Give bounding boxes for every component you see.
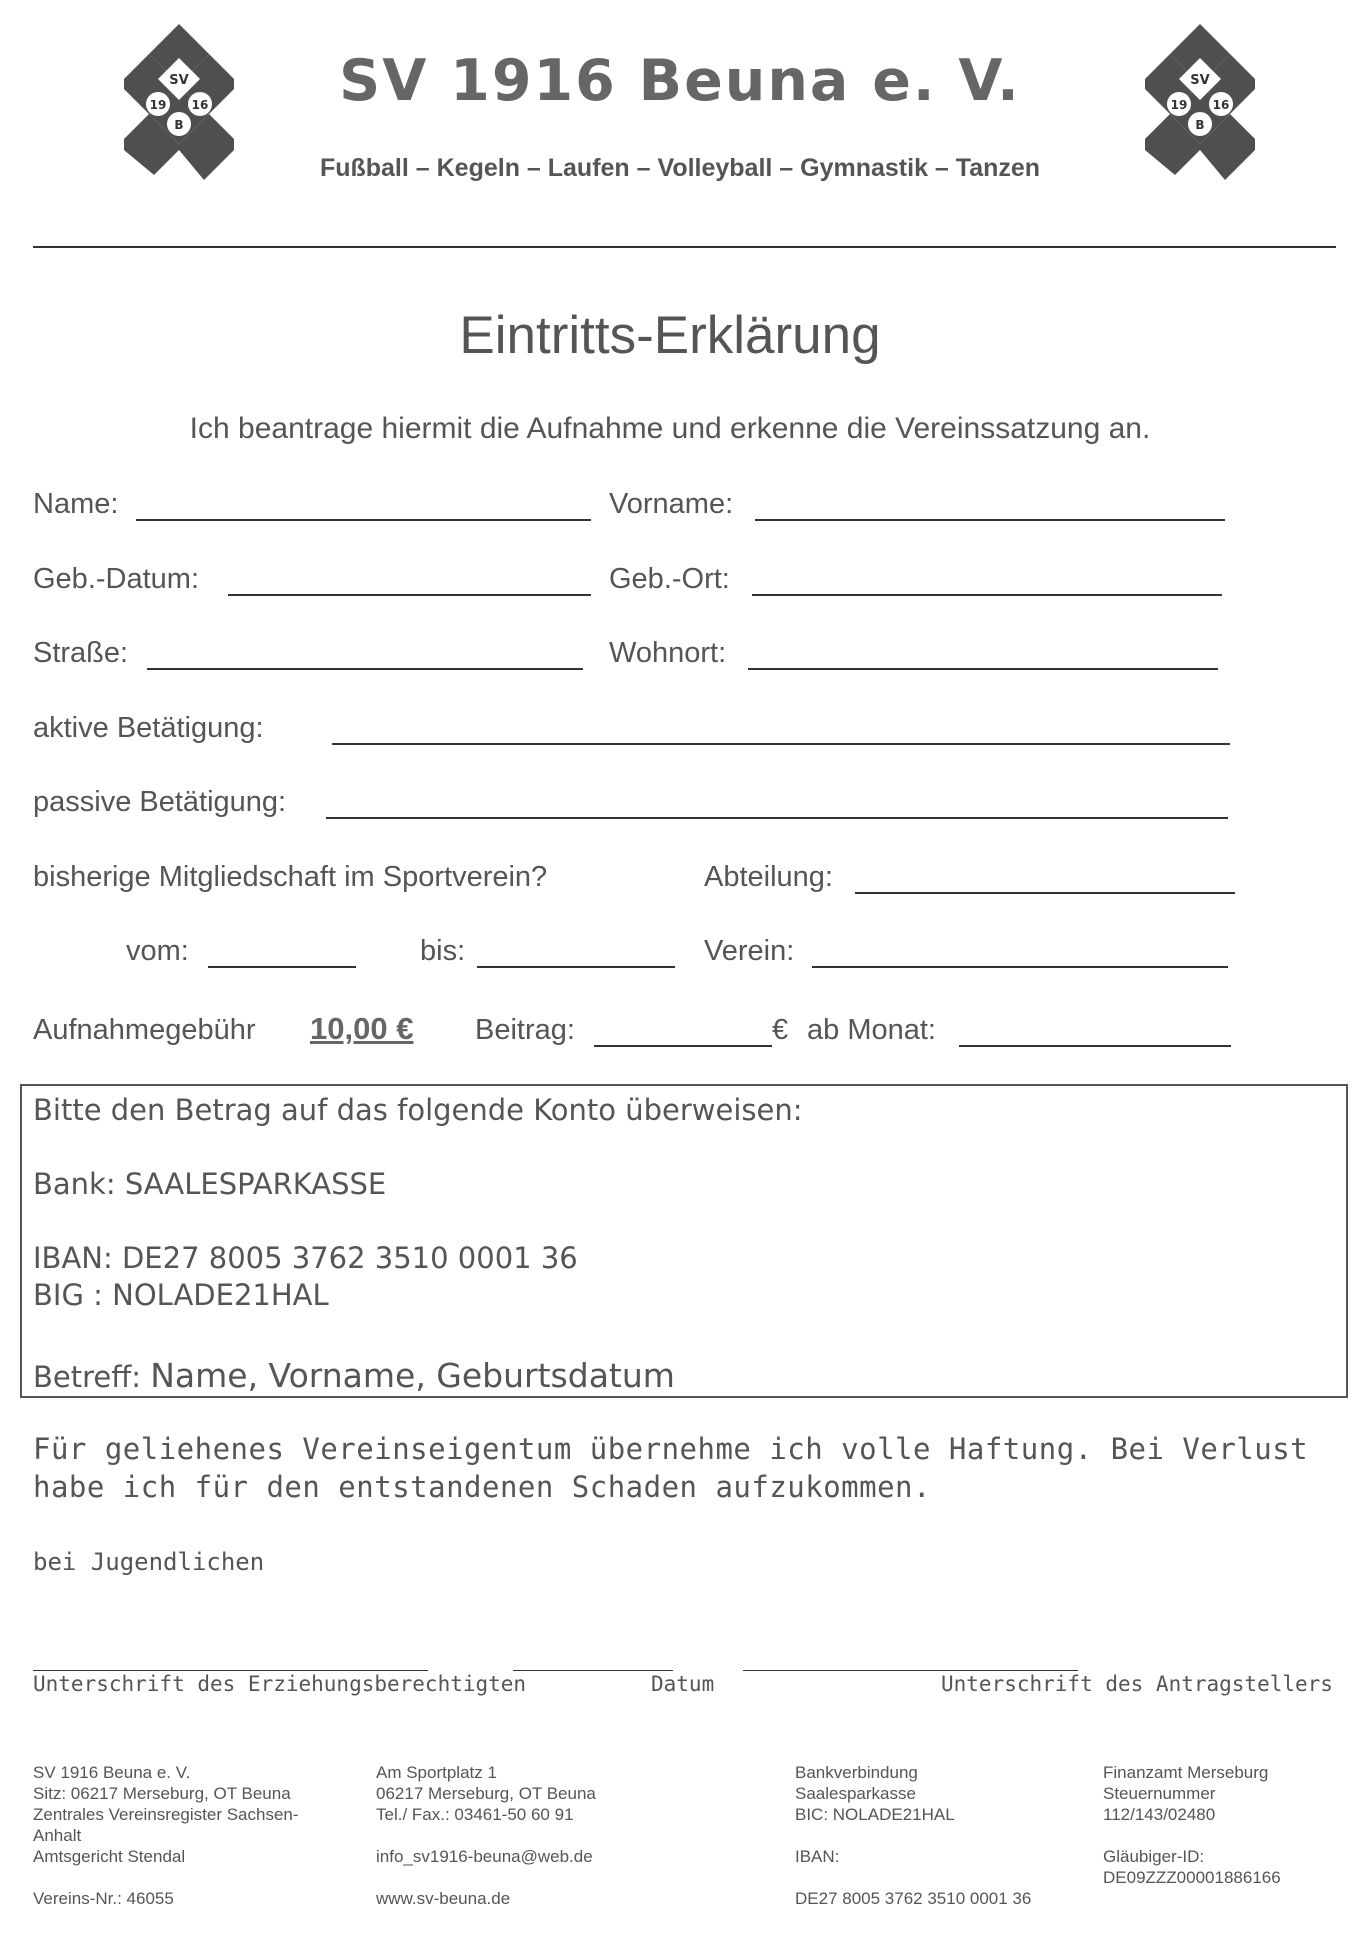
header-divider: [33, 246, 1336, 248]
bank-betreff: [33, 1356, 675, 1395]
passive-field[interactable]: [326, 817, 1228, 819]
footer-email[interactable]: info_sv1916-beuna@web.de: [376, 1847, 593, 1866]
logo-text-19: 19: [1170, 98, 1188, 112]
guardian-signature-label: Unterschrift des Erziehungsberechtigten: [33, 1672, 527, 1696]
footer-bank-bic: BIC: NOLADE21HAL: [795, 1805, 955, 1824]
footer-club-register: Zentrales Vereinsregister Sachsen-: [33, 1805, 299, 1824]
bis-field[interactable]: [477, 966, 675, 968]
aufnahmegebuehr-value: 10,00 €: [310, 1011, 414, 1046]
geb-datum-field[interactable]: [228, 594, 591, 596]
footer-creditor-id: DE09ZZZ00001886166: [1103, 1868, 1281, 1887]
youth-note: bei Jugendlichen: [33, 1548, 265, 1576]
name-field[interactable]: [136, 519, 591, 521]
applicant-signature-line[interactable]: [743, 1670, 1078, 1671]
footer-bank: [795, 1762, 1031, 1909]
footer-bank-name: Saalesparkasse: [795, 1784, 916, 1803]
footer-tax-office: Finanzamt Merseburg: [1103, 1763, 1269, 1782]
beitrag-label: Beitrag:: [475, 1014, 575, 1046]
date-line[interactable]: [513, 1670, 673, 1671]
abteilung-label: Abteilung:: [704, 861, 833, 893]
form-title: Eintritts-Erklärung: [459, 306, 881, 365]
footer-club-number: Vereins-Nr.: 46055: [33, 1889, 174, 1908]
footer-tax: [1103, 1762, 1281, 1888]
aktive-field[interactable]: [332, 743, 1230, 745]
club-sports: Fußball – Kegeln – Laufen – Volleyball – Gymnastik – Tanzen: [319, 154, 1041, 182]
logo-text-sv: SV: [1190, 73, 1210, 88]
liability-statement: Für geliehenes Vereinseigentum übernehme ich volle Haftung. Bei Verlust habe ich für den entstandenen Schaden aufzukommen.: [33, 1432, 1309, 1504]
geb-ort-field[interactable]: [752, 594, 1222, 596]
footer-tax-number: 112/143/02480: [1103, 1805, 1216, 1824]
footer-club-court: Amtsgericht Stendal: [33, 1847, 186, 1866]
passive-label: passive Betätigung:: [33, 786, 287, 818]
strasse-label: Straße:: [33, 637, 129, 669]
euro-sign: €: [772, 1014, 789, 1046]
logo-text-b: B: [1195, 118, 1205, 132]
vorname-label: Vorname:: [609, 488, 734, 520]
beitrag-field[interactable]: [594, 1045, 772, 1047]
footer-club-name: SV 1916 Beuna e. V.: [33, 1763, 191, 1782]
vorname-field[interactable]: [755, 519, 1225, 521]
geb-ort-label: Geb.-Ort:: [609, 563, 730, 595]
ab-monat-field[interactable]: [959, 1045, 1231, 1047]
footer-tax-label: Steuernummer: [1103, 1784, 1216, 1803]
footer-club-seat: Sitz: 06217 Merseburg, OT Beuna: [33, 1784, 291, 1803]
wohnort-field[interactable]: [748, 668, 1218, 670]
footer-address-street: Am Sportplatz 1: [376, 1763, 497, 1782]
vom-field[interactable]: [208, 966, 356, 968]
aufnahmegebuehr-label: Aufnahmegebühr: [33, 1014, 256, 1046]
betreff-value: Name, Vorname, Geburtsdatum: [150, 1356, 675, 1395]
bank-iban: IBAN: DE27 8005 3762 3510 0001 36: [33, 1241, 578, 1275]
club-name: SV 1916 Beuna e. V.: [339, 48, 1021, 114]
verein-label: Verein:: [704, 935, 795, 967]
bis-label: bis:: [420, 935, 466, 967]
footer-bank-iban: DE27 8005 3762 3510 0001 36: [795, 1889, 1032, 1908]
bank-bic: BIG : NOLADE21HAL: [33, 1278, 329, 1312]
verein-field[interactable]: [812, 966, 1228, 968]
footer-creditor-label: Gläubiger-ID:: [1103, 1847, 1205, 1866]
logo-text-sv: SV: [169, 73, 189, 88]
footer-club-register-cont: Anhalt: [33, 1826, 82, 1845]
abteilung-field[interactable]: [855, 892, 1235, 894]
betreff-label: Betreff:: [33, 1360, 141, 1394]
logo-text-b: B: [174, 118, 184, 132]
logo-text-16: 16: [191, 98, 209, 112]
geb-datum-label: Geb.-Datum:: [33, 563, 199, 595]
date-label: Datum: [651, 1672, 715, 1696]
applicant-signature-label: Unterschrift des Antragstellers: [941, 1672, 1333, 1696]
footer-phone: Tel./ Fax.: 03461-50 60 91: [376, 1805, 574, 1824]
footer-contact: [376, 1762, 596, 1909]
footer-bank-iban-label: IBAN:: [795, 1847, 840, 1866]
vom-label: vom:: [126, 935, 189, 967]
bank-instruction: Bitte den Betrag auf das folgende Konto überweisen:: [33, 1093, 803, 1127]
aktive-label: aktive Betätigung:: [33, 712, 264, 744]
strasse-field[interactable]: [147, 668, 583, 670]
guardian-signature-line[interactable]: [33, 1670, 428, 1671]
footer-club-info: [33, 1762, 299, 1909]
form-intro: Ich beantrage hiermit die Aufnahme und erkenne die Vereinssatzung an.: [189, 412, 1151, 445]
footer-bank-heading: Bankverbindung: [795, 1763, 918, 1782]
bisherige-label: bisherige Mitgliedschaft im Sportverein?: [33, 861, 548, 893]
name-label: Name:: [33, 488, 119, 520]
logo-text-19: 19: [149, 98, 167, 112]
footer-address-city: 06217 Merseburg, OT Beuna: [376, 1784, 596, 1803]
wohnort-label: Wohnort:: [609, 637, 727, 669]
logo-text-16: 16: [1212, 98, 1230, 112]
bank-name: Bank: SAALESPARKASSE: [33, 1167, 387, 1201]
ab-monat-label: ab Monat:: [807, 1014, 936, 1046]
footer-website[interactable]: www.sv-beuna.de: [376, 1889, 511, 1908]
